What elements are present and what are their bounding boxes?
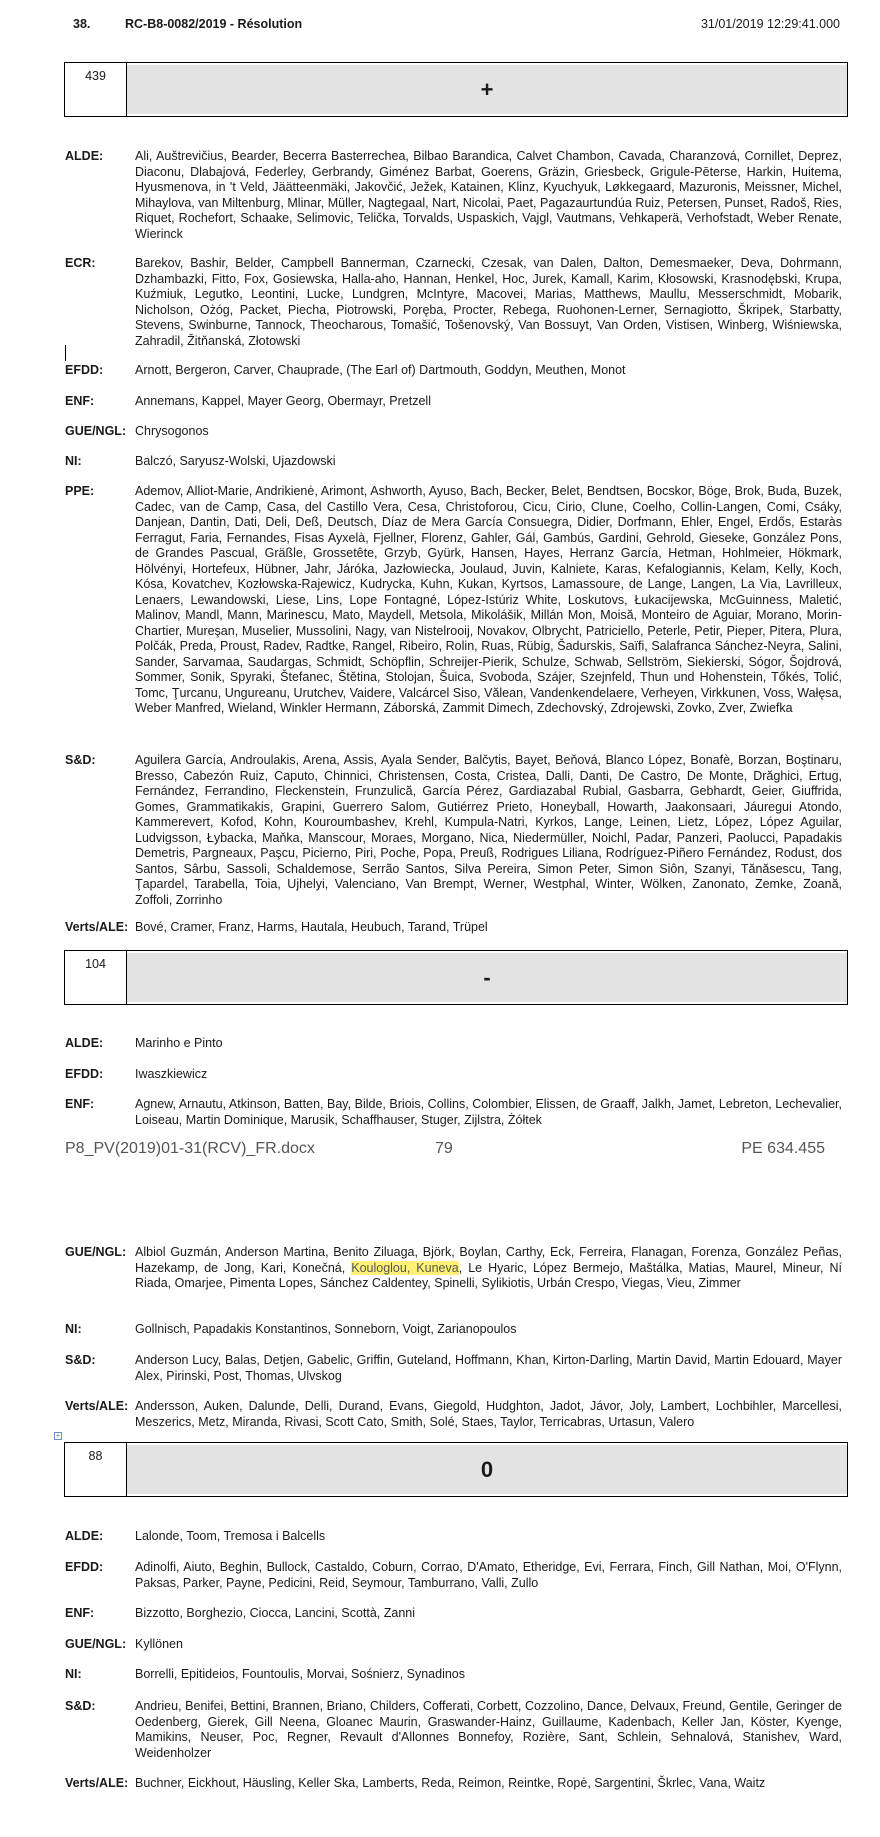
- footer-reference: PE 634.455: [741, 1140, 825, 1157]
- group-members: Ali, Auštrevičius, Bearder, Becerra Basterrechea, Bilbao Barandica, Calvet Chambon, Cavada, Charanzová, Cornillet, Deprez, Diaconu, Dlabajová, Federley, Gerbrandy, Giménez Barbat, Goerens, Gräzin, Griesbeck, Grigule-Pēterse, Harkin, Huitema, Hyusmenova, in 't Veld, Jäätteenmäki, Jakovčić, Ježek, Katainen, Klinz, Kyuchyuk, Løkkegaard, Mazuronis, Meissner, Michel, Mihaylova, van Miltenburg, Mlinar, Müller, Nagtegaal, Nart, Nicolai, Paet, Pagazaurtundúa Ruiz, Petersen, Punset, Radoš, Ries, Riquet, Rochefort, Schaake, Selimovic, Telička, Torvalds, Uspaskich, Vajgl, Vautmans, Vehkaperä, Verhofstadt, Weber Renate, Wierinck: [135, 149, 842, 241]
- group-efdd-abstention: [65, 1560, 842, 1591]
- vote-symbol: 0: [127, 1445, 847, 1494]
- group-members: [135, 1245, 842, 1292]
- group-members: Annemans, Kappel, Mayer Georg, Obermayr, Pretzell: [135, 394, 431, 408]
- group-name: ECR:: [65, 256, 96, 270]
- group-efdd-against: [65, 1067, 842, 1083]
- group-members: Marinho e Pinto: [135, 1036, 223, 1050]
- members-part: Albiol Guzmán, Anderson Martina, Benito Ziluaga, Björk, Boylan, Carthy, Eck, Ferreira, Flanagan, Forenza, González Peñas, Hazekamp, de Jong, Kari, Konečná,: [135, 1245, 842, 1275]
- group-verts-abstention: [65, 1776, 842, 1792]
- group-members: Agnew, Arnautu, Atkinson, Batten, Bay, Bilde, Briois, Collins, Colombier, Elissen, de Graaff, Jalkh, Jamet, Lebreton, Lechevalier, Loiseau, Martin Dominique, Marusik, Schaffhauser, Stuger, Zijlstra, Żółtek: [135, 1097, 842, 1127]
- group-name: NI:: [65, 1322, 82, 1336]
- group-name: S&D:: [65, 753, 96, 767]
- group-name: EFDD:: [65, 363, 104, 377]
- group-members: Andrieu, Benifei, Bettini, Brannen, Briano, Childers, Cofferati, Corbett, Cozzolino, Dance, Delvaux, Freund, Gentile, Geringer de Oedenberg, Gierek, Gill Neena, Gloanec Maurin, Graswander-Hainz, Guillaume, Kadenbach, Keller Jan, Köster, Kyenge, Mamikins, Neuser, Poc, Regner, Revault d'Allonnes Bonnefoy, Rozière, Sant, Schlein, Sehnalová, Stanishev, Ward, Weidenholzer: [135, 1699, 842, 1760]
- item-number: 38.: [73, 17, 91, 31]
- group-name: GUE/NGL:: [65, 1637, 127, 1651]
- group-name: Verts/ALE:: [65, 1399, 129, 1413]
- group-members: Gollnisch, Papadakis Konstantinos, Sonneborn, Voigt, Zarianopoulos: [135, 1322, 517, 1336]
- group-members: Borrelli, Epitideios, Fountoulis, Morvai, Sośnierz, Synadinos: [135, 1667, 466, 1681]
- group-members: Ademov, Alliot-Marie, Andrikienė, Arimont, Ashworth, Ayuso, Bach, Becker, Belet, Bendtsen, Bocskor, Böge, Brok, Buda, Buzek, Cadec, van de Camp, Casa, del Castillo Vera, Cesa, Christoforou, Cicu, Cirio, Clune, Coelho, Collin-Langen, Comi, Csáky, Danjean, Dantin, Dati, Deli, Deß, Deutsch, Díaz de Mera García Consuegra, Didier, Dorfmann, Ehler, Engel, Erdős, Estaràs Ferragut, Faria, Fernandes, Fisas Ayxelà, Fjellner, Florenz, Gahler, Gál, Gambús, Gardini, Gehrold, Gieseke, González Pons, de Grandes Pascual, Gräßle, Grossetête, Grzyb, Gyürk, Hansen, Hayes, Herranz García, Hetman, Hohlmeier, Hökmark, Hölvényi, Hortefeux, Hübner, Jahr, Járóka, Jazłowiecka, Joulaud, Juvin, Kalniete, Karas, Kefalogiannis, Kelam, Kelly, Koch, Kósa, Kovatchev, Kozłowska-Rajewicz, Kudrycka, Kuhn, Kukan, Kyrtsos, Lamassoure, de Lange, Langen, La Via, Lavrilleux, Lenaers, Lewandowski, Liese, Lins, Lope Fontagné, López-Istúriz White, Loskutovs, Łukacijewska, McGuinness, Maletić, Malinov, Mandl, Mann, Marinescu, Mato, Maydell, Metsola, Mikolášik, Millán Mon, Moisă, Monteiro de Aguiar, Morano, Morin-Chartier, Mureşan, Muselier, Mussolini, Nagy, van Nistelrooij, Novakov, Olbrycht, Patriciello, Peterle, Petir, Pieper, Pitera, Plura, Polčák, Preda, Proust, Radev, Radtke, Rangel, Ribeiro, Rolin, Ruas, Rübig, Šadurskis, Saïfi, Salafranca Sánchez-Neyra, Salini, Sander, Sarvamaa, Saudargas, Schmidt, Schöpflin, Schreijer-Pierik, Schulze, Schwab, Sellström, Siekierski, Sógor, Šojdrová, Sommer, Sonik, Spyraki, Štefanec, Štětina, Stolojan, Šuica, Svoboda, Szájer, Szejnfeld, Thun und Hohenstein, Tőkés, Tolić, Tomc, Ţurcanu, Ungureanu, Urutchev, Vaidere, Valcárcel Siso, Vălean, Vandenkendelaere, Verheyen, Virkkunen, Voss, Wałęsa, Weber Manfred, Wieland, Winkler Hermann, Záborská, Zammit Dimech, Zdechovský, Zdrojewski, Zovko, Zver, Zwiefka: [135, 484, 842, 715]
- group-enf-against: [65, 1097, 842, 1128]
- footer-filename: P8_PV(2019)01-31(RCV)_FR.docx: [65, 1140, 315, 1157]
- vote-symbol: -: [127, 953, 847, 1002]
- group-name: GUE/NGL:: [65, 1245, 127, 1259]
- group-members: Iwaszkiewicz: [135, 1067, 208, 1081]
- group-name: S&D:: [65, 1353, 96, 1367]
- group-name: ENF:: [65, 394, 95, 408]
- group-name: Verts/ALE:: [65, 920, 129, 934]
- group-name: EFDD:: [65, 1067, 104, 1081]
- vote-count: 439: [65, 63, 127, 116]
- group-name: S&D:: [65, 1699, 96, 1713]
- group-members: Barekov, Bashir, Belder, Campbell Bannerman, Czarnecki, Czesak, van Dalen, Dalton, Demesmaeker, Deva, Dohrmann, Dzhambazki, Fitto, Fox, Gosiewska, Halla-aho, Hannan, Henkel, Hoc, Jurek, Kamall, Karim, Kłosowski, Krasnodębski, Krupa, Kuźmiuk, Legutko, Leontini, Lucke, Lundgren, McIntyre, Macovei, Marias, Matthews, Maullu, Messerschmidt, Mobarik, Nicholson, Ożóg, Packet, Piecha, Piotrowski, Poręba, Procter, Rebega, Ruohonen-Lerner, Sernagiotto, Škripek, Starbatty, Stevens, Swinburne, Tannock, Theocharous, Tomašić, Tošenovský, Van Bossuyt, Van Orden, Vistisen, Winberg, Wiśniewska, Zahradil, Žitňanská, Złotowski: [135, 256, 842, 348]
- group-ni-against: [65, 1322, 842, 1338]
- group-members: Chrysogonos: [135, 424, 209, 438]
- vote-count: 104: [65, 951, 127, 1004]
- group-name: PPE:: [65, 484, 95, 498]
- group-members: Andersson, Auken, Dalunde, Delli, Durand, Evans, Giegold, Hudghton, Jadot, Jávor, Joly, Lambert, Lochbihler, Marcellesi, Meszerics, Metz, Miranda, Rivasi, Scott Cato, Smith, Solé, Staes, Taylor, Terricabras, Urtasun, Valero: [135, 1399, 842, 1429]
- group-name: NI:: [65, 454, 82, 468]
- vote-box-abstention: [64, 1442, 848, 1497]
- group-members: Kyllönen: [135, 1637, 183, 1651]
- timestamp: 31/01/2019 12:29:41.000: [700, 17, 840, 31]
- group-guengl-against: [65, 1245, 842, 1292]
- vote-symbol: +: [127, 65, 847, 114]
- table-move-handle-icon[interactable]: +: [55, 1431, 61, 1440]
- group-enf-for: [65, 394, 842, 410]
- group-name: ALDE:: [65, 1529, 104, 1543]
- group-alde-abstention: [65, 1529, 842, 1545]
- group-verts-against: [65, 1399, 842, 1430]
- document-title: RC-B8-0082/2019 - Résolution: [125, 17, 303, 31]
- group-name: ENF:: [65, 1606, 95, 1620]
- group-name: EFDD:: [65, 1560, 104, 1574]
- group-guengl-for: [65, 424, 842, 440]
- group-verts-for: [65, 920, 842, 936]
- group-sd-for: [65, 753, 842, 908]
- group-efdd-for: [65, 363, 842, 379]
- group-guengl-abstention: [65, 1637, 842, 1653]
- group-name: GUE/NGL:: [65, 424, 127, 438]
- group-members: Bové, Cramer, Franz, Harms, Hautala, Heubuch, Tarand, Trüpel: [135, 920, 488, 934]
- members-part: , Le Hyaric, López Bermejo, Maštálka, Matias, Maurel, Mineur, Ní Riada, Omarjee, Pimenta Lopes, Sánchez Caldentey, Spinelli, Sylikiotis, Urbán Crespo, Viegas, Vieu, Zimmer: [135, 1260, 843, 1290]
- text-cursor: [65, 345, 66, 361]
- group-enf-abstention: [65, 1606, 842, 1622]
- vote-box-for: [64, 62, 848, 117]
- highlighted-members: Kouloglou, Kuneva: [351, 1260, 459, 1275]
- group-members: Balczó, Saryusz-Wolski, Ujazdowski: [135, 454, 336, 468]
- group-name: Verts/ALE:: [65, 1776, 129, 1790]
- group-members: Adinolfi, Aiuto, Beghin, Bullock, Castaldo, Coburn, Corrao, D'Amato, Etheridge, Evi, Ferrara, Finch, Gill Nathan, Moi, O'Flynn, Paksas, Parker, Payne, Pedicini, Reid, Seymour, Tamburrano, Valli, Zullo: [135, 1560, 842, 1590]
- group-alde-against: [65, 1036, 842, 1052]
- group-members: Buchner, Eickhout, Häusling, Keller Ska, Lamberts, Reda, Reimon, Reintke, Ropė, Sargentini, Škrlec, Vana, Waitz: [135, 1776, 766, 1790]
- group-alde-for: [65, 149, 842, 242]
- group-members: Bizzotto, Borghezio, Ciocca, Lancini, Scottà, Zanni: [135, 1606, 416, 1620]
- group-name: ALDE:: [65, 1036, 104, 1050]
- group-name: ENF:: [65, 1097, 95, 1111]
- group-ni-for: [65, 454, 842, 470]
- vote-count: 88: [65, 1443, 127, 1496]
- group-members: Arnott, Bergeron, Carver, Chauprade, (The Earl of) Dartmouth, Goddyn, Meuthen, Monot: [135, 363, 626, 377]
- group-name: NI:: [65, 1667, 82, 1681]
- group-members: Aguilera García, Androulakis, Arena, Assis, Ayala Sender, Balčytis, Bayet, Beňová, Blanco López, Bonafè, Borzan, Boştinaru, Bresso, Cabezón Ruiz, Caputo, Chinnici, Christensen, Costa, Cristea, Dalli, Danti, De Castro, De Monte, Drăghici, Ertug, Fernández, Ferrandino, Fleckenstein, Frunzulică, García Pérez, Gardiazabal Rubial, Gasbarra, Gebhardt, Geier, Giuffrida, Gomes, Grammatikakis, Grapini, Guerrero Salom, Gutiérrez Prieto, Honeyball, Howarth, Jaakonsaari, Jáuregui Atondo, Kammerevert, Kofod, Kohn, Kouroumbashev, Krehl, Kumpula-Natri, Kyrkos, Lange, Leinen, Lietz, López, López Aguilar, Ludvigsson, Łybacka, Maňka, Manscour, Moraes, Morgano, Nica, Niedermüller, Noichl, Padar, Panzeri, Paolucci, Papadakis Demetris, Pargneaux, Paşcu, Picierno, Piri, Poche, Popa, Preuß, Rodrigues Liliana, Rodríguez-Piñero Fernández, Rodust, dos Santos, Sârbu, Sassoli, Schaldemose, Serrão Santos, Silva Pereira, Simon Peter, Simon Siôn, Szanyi, Tănăsescu, Tang, Ţapardel, Tarabella, Toia, Ujhelyi, Valenciano, Van Brempt, Werner, Westphal, Winter, Wölken, Zanonato, Zemke, Zoană, Zoffoli, Zorrinho: [135, 753, 842, 907]
- group-sd-against: [65, 1353, 842, 1384]
- group-ni-abstention: [65, 1667, 842, 1683]
- group-members: Lalonde, Toom, Tremosa i Balcells: [135, 1529, 326, 1543]
- group-sd-abstention: [65, 1699, 842, 1761]
- group-name: ALDE:: [65, 149, 104, 163]
- group-ecr-for: [65, 256, 842, 349]
- vote-box-against: [64, 950, 848, 1005]
- footer-page-number: 79: [435, 1140, 453, 1157]
- group-ppe-for: [65, 484, 842, 717]
- group-members: Anderson Lucy, Balas, Detjen, Gabelic, Griffin, Guteland, Hoffmann, Khan, Kirton-Darling, Martin David, Martin Edouard, Mayer Alex, Pirinski, Post, Thomas, Ulvskog: [135, 1353, 842, 1383]
